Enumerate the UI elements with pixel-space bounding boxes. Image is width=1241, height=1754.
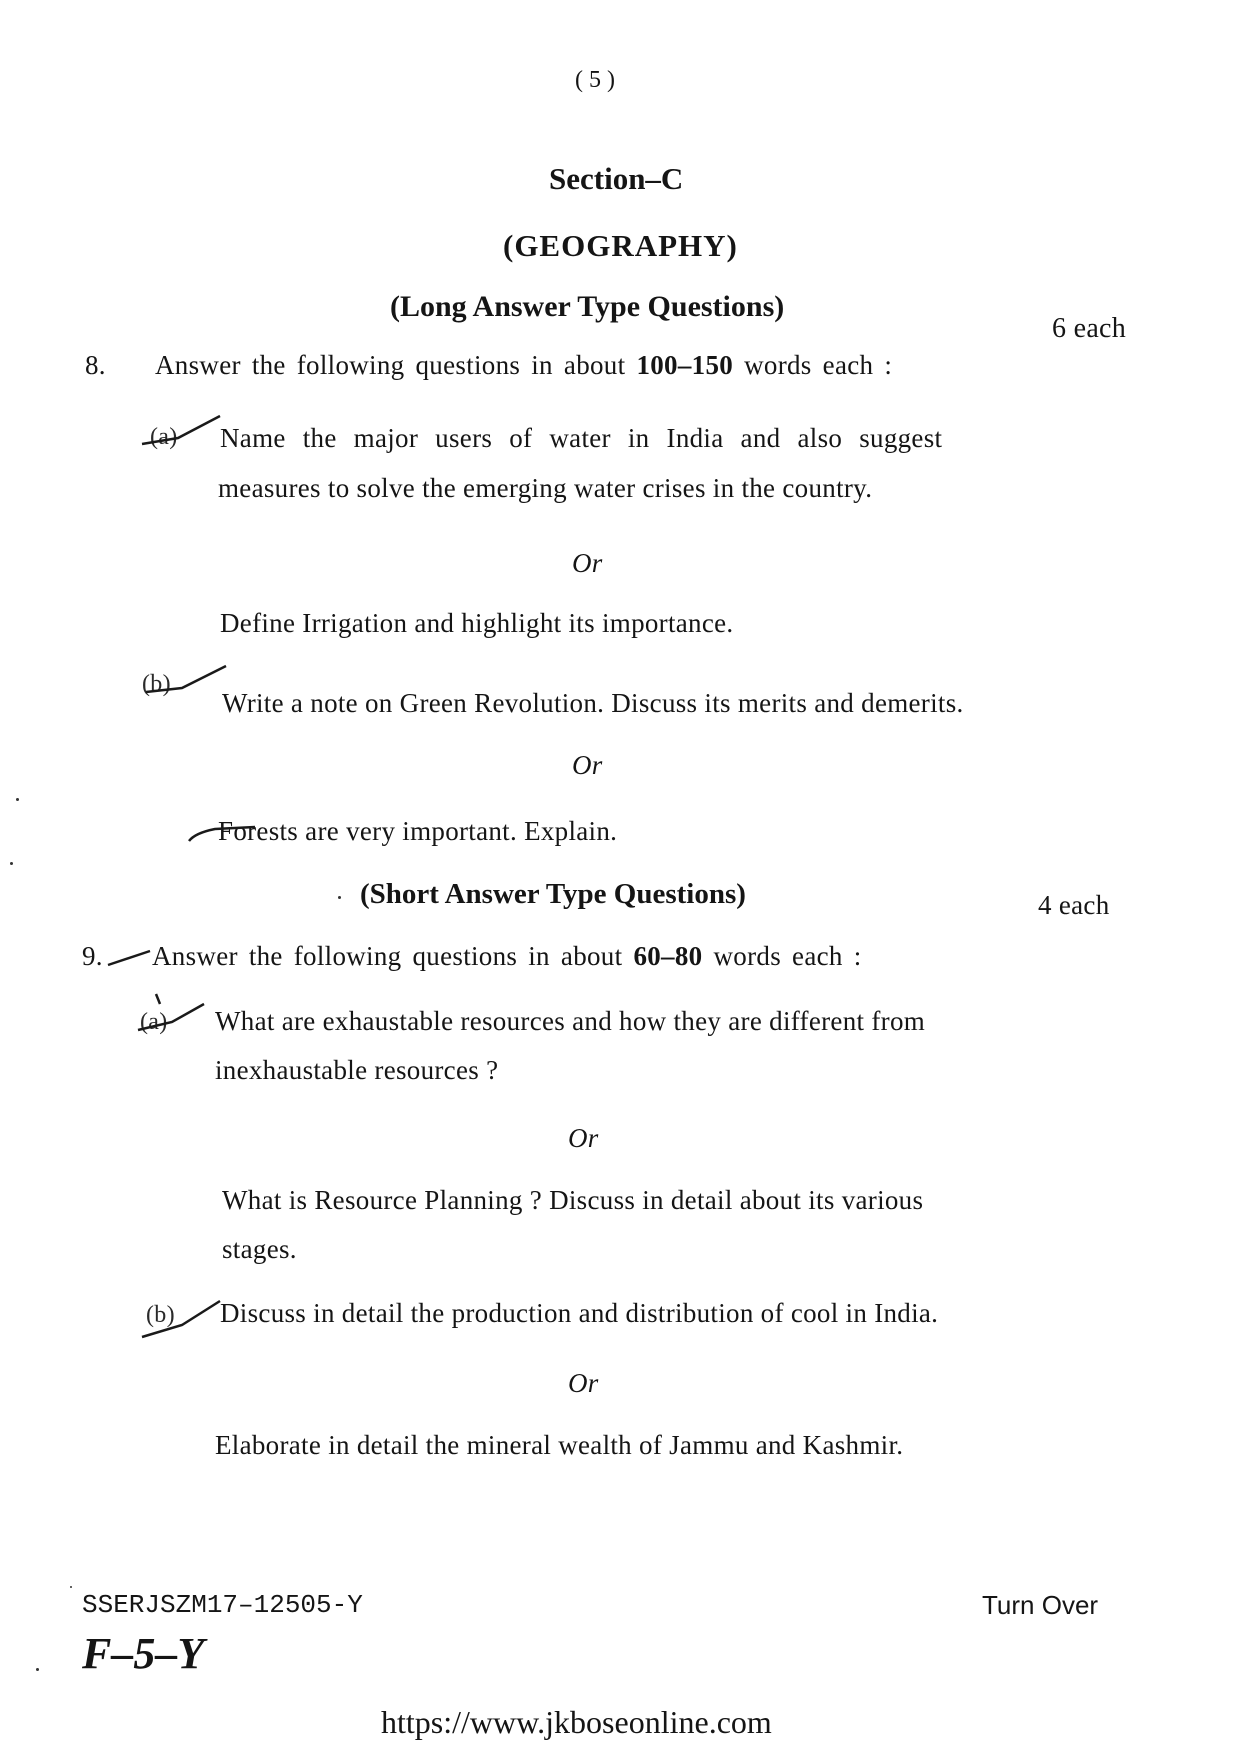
question-9-number: 9. <box>82 941 103 971</box>
question-8b-label: (b) <box>142 671 171 697</box>
question-8a-line1: Name the major users of water in India and also suggest <box>220 423 943 453</box>
question-9b-label: (b) <box>146 1302 175 1328</box>
scan-speck <box>70 1586 72 1588</box>
question-9a-line2: inexhaustable resources ? <box>215 1055 499 1085</box>
question-9a-alternative-line1: What is Resource Planning ? Discuss in detail about its various <box>222 1185 924 1215</box>
question-8-instruction <box>155 352 892 379</box>
question-8b-text: Write a note on Green Revolution. Discuss its merits and demerits. <box>222 688 964 718</box>
question-8b-alternative: Forests are very important. Explain. <box>218 816 618 846</box>
page-number: ( 5 ) <box>575 67 615 93</box>
question-8a-label: (a) <box>150 424 178 450</box>
question-8a-alternative: Define Irrigation and highlight its importance. <box>220 608 734 638</box>
pen-mark-8a <box>138 410 228 450</box>
long-answer-heading: (Long Answer Type Questions) <box>390 290 785 323</box>
pen-mark-9 <box>106 945 156 969</box>
pen-mark-9b <box>138 1295 228 1343</box>
source-url: https://www.jkboseonline.com <box>381 1704 772 1740</box>
or-divider: Or <box>568 1123 599 1153</box>
pen-mark-9a <box>132 990 212 1038</box>
scan-speck <box>10 862 13 865</box>
question-8a-line2: measures to solve the emerging water crises in the country. <box>218 473 873 503</box>
long-answer-marks: 6 each <box>1052 313 1127 344</box>
instruction-text: Answer the following questions in about <box>155 350 637 380</box>
instruction-text: Answer the following questions in about <box>152 941 634 971</box>
short-answer-marks: 4 each <box>1038 890 1110 920</box>
subject-title: (GEOGRAPHY) <box>503 228 738 263</box>
section-title: Section–C <box>549 161 684 196</box>
scan-speck <box>36 1668 39 1671</box>
paper-code: SSERJSZM17–12505-Y <box>82 1590 363 1620</box>
question-8-number: 8. <box>85 350 106 380</box>
short-answer-heading: (Short Answer Type Questions) <box>360 878 746 910</box>
set-code: F–5–Y <box>82 1629 205 1678</box>
word-range: 60–80 <box>633 941 703 971</box>
question-9a-alternative-line2: stages. <box>222 1234 297 1264</box>
or-divider: Or <box>572 750 603 780</box>
pen-mark-8b <box>142 662 232 702</box>
instruction-text-end: words each : <box>702 941 862 971</box>
question-9b-text: Discuss in detail the production and distribution of cool in India. <box>220 1298 939 1328</box>
instruction-text-end: words each : <box>733 350 893 380</box>
question-9b-alternative: Elaborate in detail the mineral wealth of Jammu and Kashmir. <box>215 1430 904 1460</box>
scan-speck <box>16 798 19 801</box>
question-9a-label: (a) <box>140 1009 168 1035</box>
or-divider: Or <box>568 1368 599 1398</box>
question-9a-line1: What are exhaustable resources and how they are different from <box>215 1006 926 1036</box>
question-9-instruction <box>152 943 862 970</box>
or-divider: Or <box>572 548 603 578</box>
pen-mark-forests <box>185 805 265 845</box>
scan-speck <box>338 896 341 899</box>
word-range: 100–150 <box>636 350 734 380</box>
turn-over-label: Turn Over <box>982 1590 1099 1620</box>
